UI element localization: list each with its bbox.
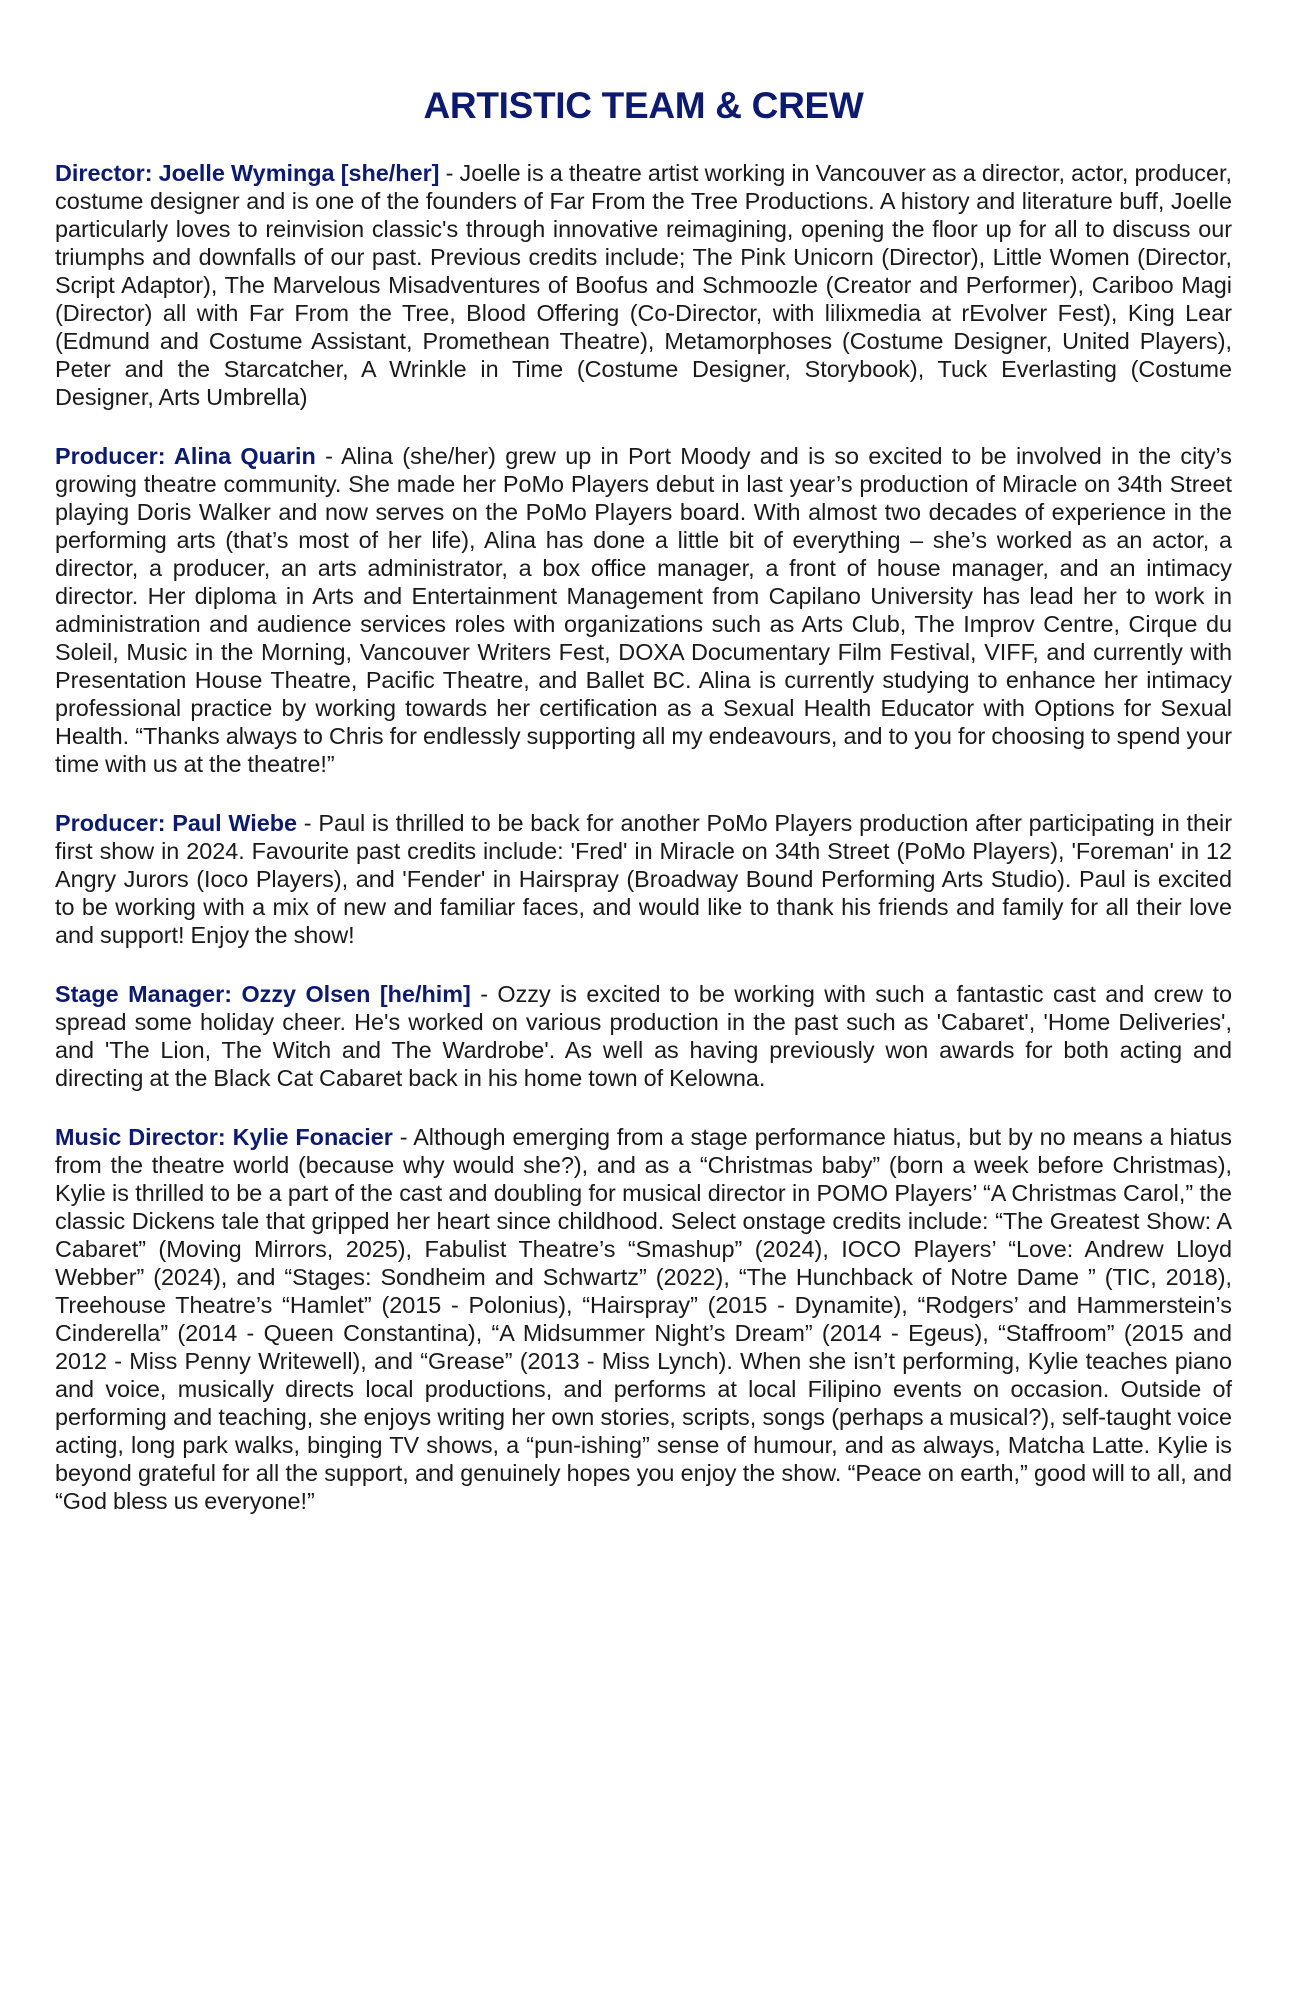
bio-heading: Stage Manager: Ozzy Olsen [he/him] (55, 981, 471, 1007)
bio-text: Alina (she/her) grew up in Port Moody and is so excited to be involved in the city’s growing theatre community. She made her PoMo Players debut in last year’s production of Miracle on 34th Street playing Doris Walker and now serves on the PoMo Players board. With almost two decades of experience in the performing arts (that’s most of her life), Alina has done a little bit of everything – she’s worked as an actor, a director, a producer, an arts administrator, a box office manager, a front of house manager, and an intimacy director. Her diploma in Arts and Entertainment Management from Capilano University has lead her to work in administration and audience services roles with organizations such as Arts Club, The Improv Centre, Cirque du Soleil, Music in the Morning, Vancouver Writers Fest, DOXA Documentary Film Festival, VIFF, and currently with Presentation House Theatre, Pacific Theatre, and Ballet BC. Alina is currently studying to enhance her intimacy professional practice by working towards her certification as a Sexual Health Educator with Options for Sexual Health. “Thanks always to Chris for endlessly supporting all my endeavours, and to you for choosing to spend your time with us at the theatre!” (55, 443, 1232, 777)
bio-music-director (55, 1123, 1232, 1515)
bio-separator: - (392, 1124, 414, 1150)
bio-separator: - (315, 443, 341, 469)
bio-stage-manager (55, 980, 1232, 1092)
bio-separator: - (439, 160, 460, 186)
page-title: ARTISTIC TEAM & CREW (423, 85, 864, 126)
bio-text: Joelle is a theatre artist working in Vancouver as a director, actor, producer, costume designer and is one of the founders of Far From the Tree Productions. A history and literature buff, Joelle particularly loves to reinvision classic's through innovative reimagining, opening the floor up for all to discuss our triumphs and downfalls of our past. Previous credits include; The Pink Unicorn (Director), Little Women (Director, Script Adaptor), The Marvelous Misadventures of Boofus and Schmoozle (Creator and Performer), Cariboo Magi (Director) all with Far From the Tree, Blood Offering (Co-Director, with lilixmedia at rEvolver Fest), King Lear (Edmund and Costume Assistant, Promethean Theatre), Metamorphoses (Costume Designer, United Players), Peter and the Starcatcher, A Wrinkle in Time (Costume Designer, Storybook), Tuck Everlasting (Costume Designer, Arts Umbrella) (55, 160, 1232, 410)
bio-text: Although emerging from a stage performance hiatus, but by no means a hiatus from the theatre world (because why would she?), and as a “Christmas baby” (born a week before Christmas), Kylie is thrilled to be a part of the cast and doubling for musical director in POMO Players’ “A Christmas Carol,” the classic Dickens tale that gripped her heart since childhood. Select onstage credits include: “The Greatest Show: A Cabaret” (Moving Mirrors, 2025), Fabulist Theatre’s “Smashup” (2024), IOCO Players’ “Love: Andrew Lloyd Webber” (2024), and “Stages: Sondheim and Schwartz” (2022), “The Hunchback of Notre Dame ” (TIC, 2018), Treehouse Theatre’s “Hamlet” (2015 - Polonius), “Hairspray” (2015 - Dynamite), “Rodgers’ and Hammerstein’s Cinderella” (2014 - Queen Constantina), “A Midsummer Night’s Dream” (2014 - Egeus), “Staffroom” (2015 and 2012 - Miss Penny Writewell), and “Grease” (2013 - Miss Lynch). When she isn’t performing, Kylie teaches piano and voice, musically directs local productions, and performs at local Filipino events on occasion. Outside of performing and teaching, she enjoys writing her own stories, scripts, songs (perhaps a musical?), self-taught voice acting, long park walks, binging TV shows, a “pun-ishing” sense of humour, and as always, Matcha Latte. Kylie is beyond grateful for all the support, and genuinely hopes you enjoy the show. “Peace on earth,” good will to all, and “God bless us everyone!” (55, 1124, 1233, 1514)
bio-separator: - (470, 981, 498, 1007)
bio-text: Paul is thrilled to be back for another PoMo Players production after participating in their first show in 2024. Favourite past credits include: 'Fred' in Miracle on 34th Street (PoMo Players), 'Foreman' in 12 Angry Jurors (Ioco Players), and 'Fender' in Hairspray (Broadway Bound Performing Arts Studio). Paul is excited to be working with a mix of new and familiar faces, and would like to thank his friends and family for all their love and support! Enjoy the show! (55, 810, 1232, 948)
bio-text: Ozzy is excited to be working with such a fantastic cast and crew to spread some holiday cheer. He's worked on various production in the past such as 'Cabaret', 'Home Deliveries', and 'The Lion, The Witch and The Wardrobe'. As well as having previously won awards for both acting and directing at the Black Cat Cabaret back in his home town of Kelowna. (55, 981, 1232, 1091)
bio-heading: Producer: Paul Wiebe (55, 810, 298, 836)
bio-heading: Director: Joelle Wyminga [she/her] (55, 160, 440, 186)
bio-producer-alina (55, 442, 1232, 778)
bio-director (55, 159, 1232, 411)
bio-heading: Producer: Alina Quarin (55, 443, 316, 469)
bio-separator: - (297, 810, 319, 836)
bio-heading: Music Director: Kylie Fonacier (55, 1124, 393, 1150)
bio-producer-paul (55, 809, 1232, 949)
artistic-team-page (55, 84, 1232, 1546)
